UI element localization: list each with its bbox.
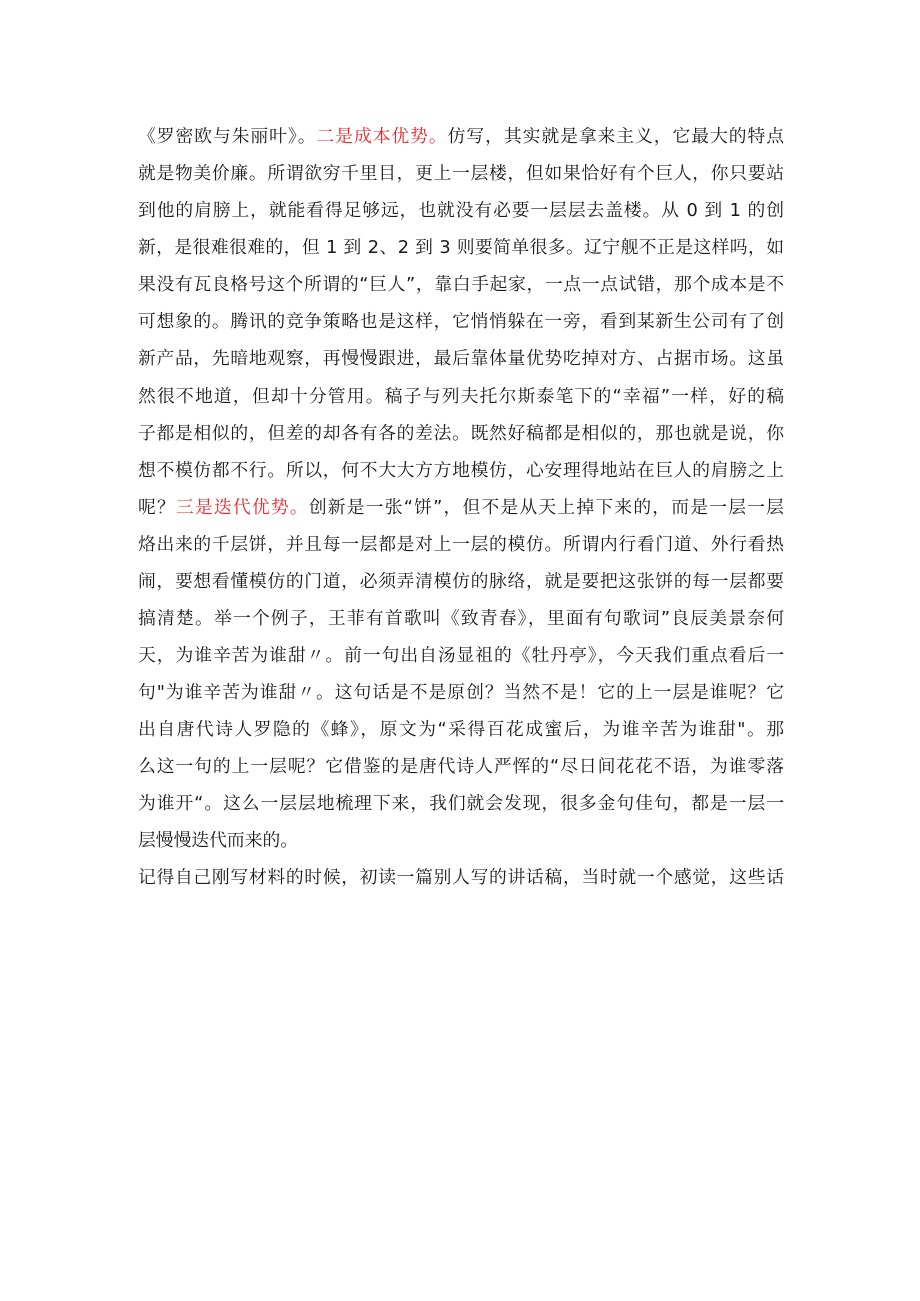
text-line <box>138 678 784 708</box>
text-line <box>138 270 784 300</box>
highlight-heading: 三是迭代优势。 <box>175 497 309 518</box>
text-segment: 到他的肩膀上，就能看得足够远，也就没有必要一层层去盖楼。从 0 到 1 的创 <box>138 200 784 221</box>
text-segment: 层慢慢迭代而来的。 <box>138 830 299 851</box>
text-line <box>138 530 784 560</box>
text-line <box>138 493 784 523</box>
text-line <box>138 863 784 893</box>
text-segment: 出自唐代诗人罗隐的《蜂》，原文为“采得百花成蜜后，为谁辛苦为谁甜"。那 <box>138 719 784 740</box>
text-line <box>138 159 784 189</box>
text-segment: 搞清楚。举一个例子，王菲有首歌叫《致青春》，里面有句歌词”良辰美景奈何 <box>138 608 784 629</box>
text-segment: 果没有瓦良格号这个所谓的“巨人”，靠白手起家，一点一点试错，那个成本是不 <box>138 274 784 295</box>
text-segment: 可想象的。腾讯的竞争策略也是这样，它悄悄躲在一旁，看到某新生公司有了创 <box>138 311 784 332</box>
text-segment: 就是物美价廉。所谓欲穷千里目，更上一层楼，但如果恰好有个巨人，你只要站 <box>138 163 784 184</box>
text-segment: 闹，要想看懂模仿的门道，必须弄清模仿的脉络，就是要把这张饼的每一层都要 <box>138 571 784 592</box>
text-segment: 想不模仿都不行。所以，何不大大方方地模仿，心安理得地站在巨人的肩膀之上 <box>138 460 784 481</box>
text-segment: 呢？ <box>138 497 176 518</box>
text-segment: 新产品，先暗地观察，再慢慢跟进，最后靠体量优势吃掉对方、占据市场。这虽 <box>138 348 784 369</box>
text-segment: 么这一句的上一层呢？它借鉴的是唐代诗人严恽的“尽日间花花不语，为谁零落 <box>138 756 784 777</box>
text-line <box>138 641 784 671</box>
text-segment: 《罗密欧与朱丽叶》。 <box>138 126 317 147</box>
text-line <box>138 233 784 263</box>
text-line <box>138 752 784 782</box>
text-line <box>138 456 784 486</box>
text-line <box>138 567 784 597</box>
text-segment: 天，为谁辛苦为谁甜〃。前一句出自汤显祖的《牡丹亭》，今天我们重点看后一 <box>138 645 784 666</box>
text-line <box>138 122 784 152</box>
text-line <box>138 826 784 856</box>
text-line <box>138 789 784 819</box>
text-segment: 句"为谁辛苦为谁甜〃。这句话是不是原创？当然不是！它的上一层是谁呢？它 <box>138 682 784 703</box>
text-line <box>138 715 784 745</box>
text-line <box>138 307 784 337</box>
text-segment: 记得自己刚写材料的时候，初读一篇别人写的讲话稿，当时就一个感觉，这些话 <box>138 867 784 888</box>
text-line <box>138 419 784 449</box>
text-line <box>138 604 784 634</box>
text-segment: 为谁开“。这么一层层地梳理下来，我们就会发现，很多金句佳句，都是一层一 <box>138 793 784 814</box>
text-segment: 仿写，其实就是拿来主义，它最大的特点 <box>447 126 784 147</box>
text-line <box>138 344 784 374</box>
highlight-heading: 二是成本优势。 <box>316 126 448 147</box>
text-segment: 创新是一张“饼”，但不是从天上掉下来的，而是一层一层 <box>308 497 784 518</box>
text-segment: 新，是很难很难的，但 1 到 2、2 到 3 则要简单很多。辽宁舰不正是这样吗，如 <box>138 237 784 258</box>
text-segment: 然很不地道，但却十分管用。稿子与列夫托尔斯泰笔下的“幸福”一样，好的稿 <box>138 386 784 407</box>
text-segment: 子都是相似的，但差的却各有各的差法。既然好稿都是相似的，那也就是说，你 <box>138 423 784 444</box>
text-line <box>138 196 784 226</box>
text-line <box>138 382 784 412</box>
text-segment: 烙出来的千层饼，并且每一层都是对上一层的模仿。所谓内行看门道、外行看热 <box>138 534 784 555</box>
